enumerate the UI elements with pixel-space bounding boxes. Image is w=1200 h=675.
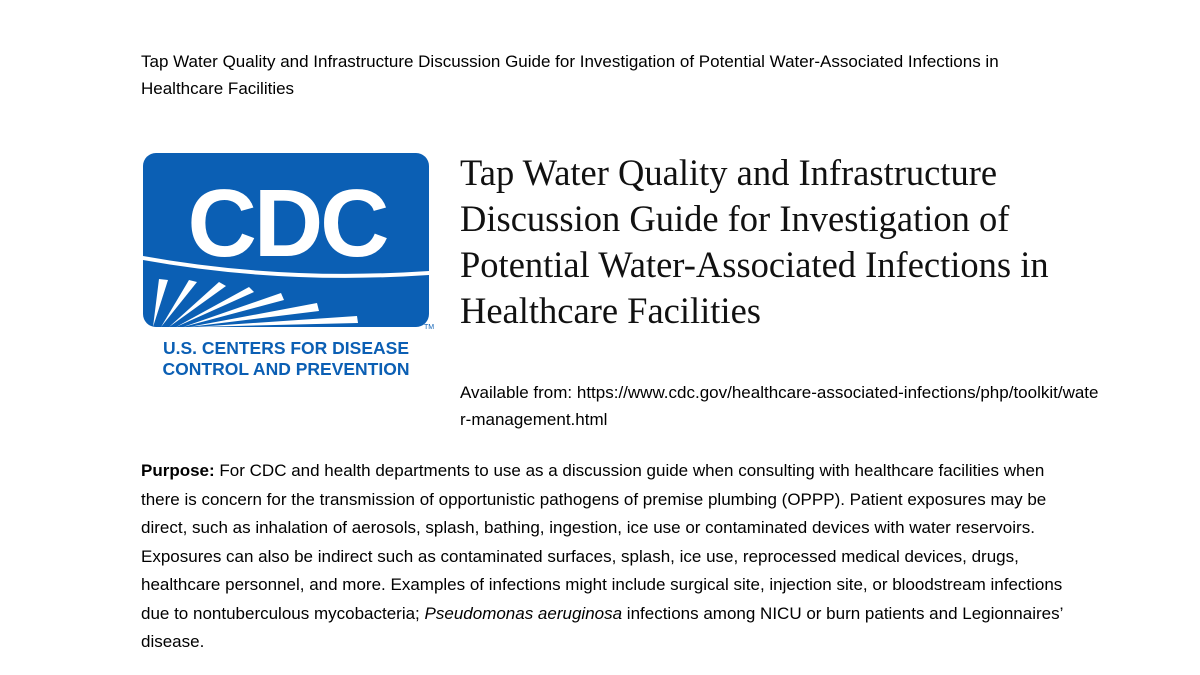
purpose-text-part1: For CDC and health departments to use as a discussion guide when consulting with healthcare facilities when there is concern for the transmission of opportunistic pathogens of premise plumbing (OPPP). Patient exposures may be direct, such as inhalation of aerosols, splash, bathing, ingestion, ice use or contaminated devices with water reservoirs. Exposures can also be indirect such as contaminated surfaces, splash, ice use, reprocessed medical devices, drugs, healthcare personnel, and more. Examples of infections might include surgical site, injection site, or bloodstream infections due to nontuberculous mycobacteria;: [141, 461, 1063, 623]
logo-wordmark: CDC: [187, 170, 387, 277]
purpose-label: Purpose:: [141, 461, 215, 480]
available-from: [460, 379, 1100, 433]
logo-line1: U.S. CENTERS FOR DISEASE: [162, 338, 410, 358]
cdc-logo: [141, 153, 433, 383]
logo-trademark: TM: [424, 324, 435, 331]
purpose-paragraph: [141, 457, 1071, 657]
document-title: Tap Water Quality and Infrastructure Discussion Guide for Investigation of Potential Water-Associated Infections in Healthcare Facilities: [460, 152, 1049, 331]
purpose-text-part2: infections among NICU or burn patients and Legionnaires’ disease.: [141, 603, 1063, 651]
available-label: Available from:: [460, 383, 573, 402]
logo-line2: CONTROL AND PREVENTION: [162, 359, 410, 379]
running-header: Tap Water Quality and Infrastructure Discussion Guide for Investigation of Potential Water-Associated Infections in Healthcare Facilities: [141, 52, 999, 98]
purpose-italic-term: Pseudomonas aeruginosa: [424, 603, 623, 623]
available-url[interactable]: https://www.cdc.gov/healthcare-associated-infections/php/toolkit/water-management.html: [460, 383, 1099, 429]
